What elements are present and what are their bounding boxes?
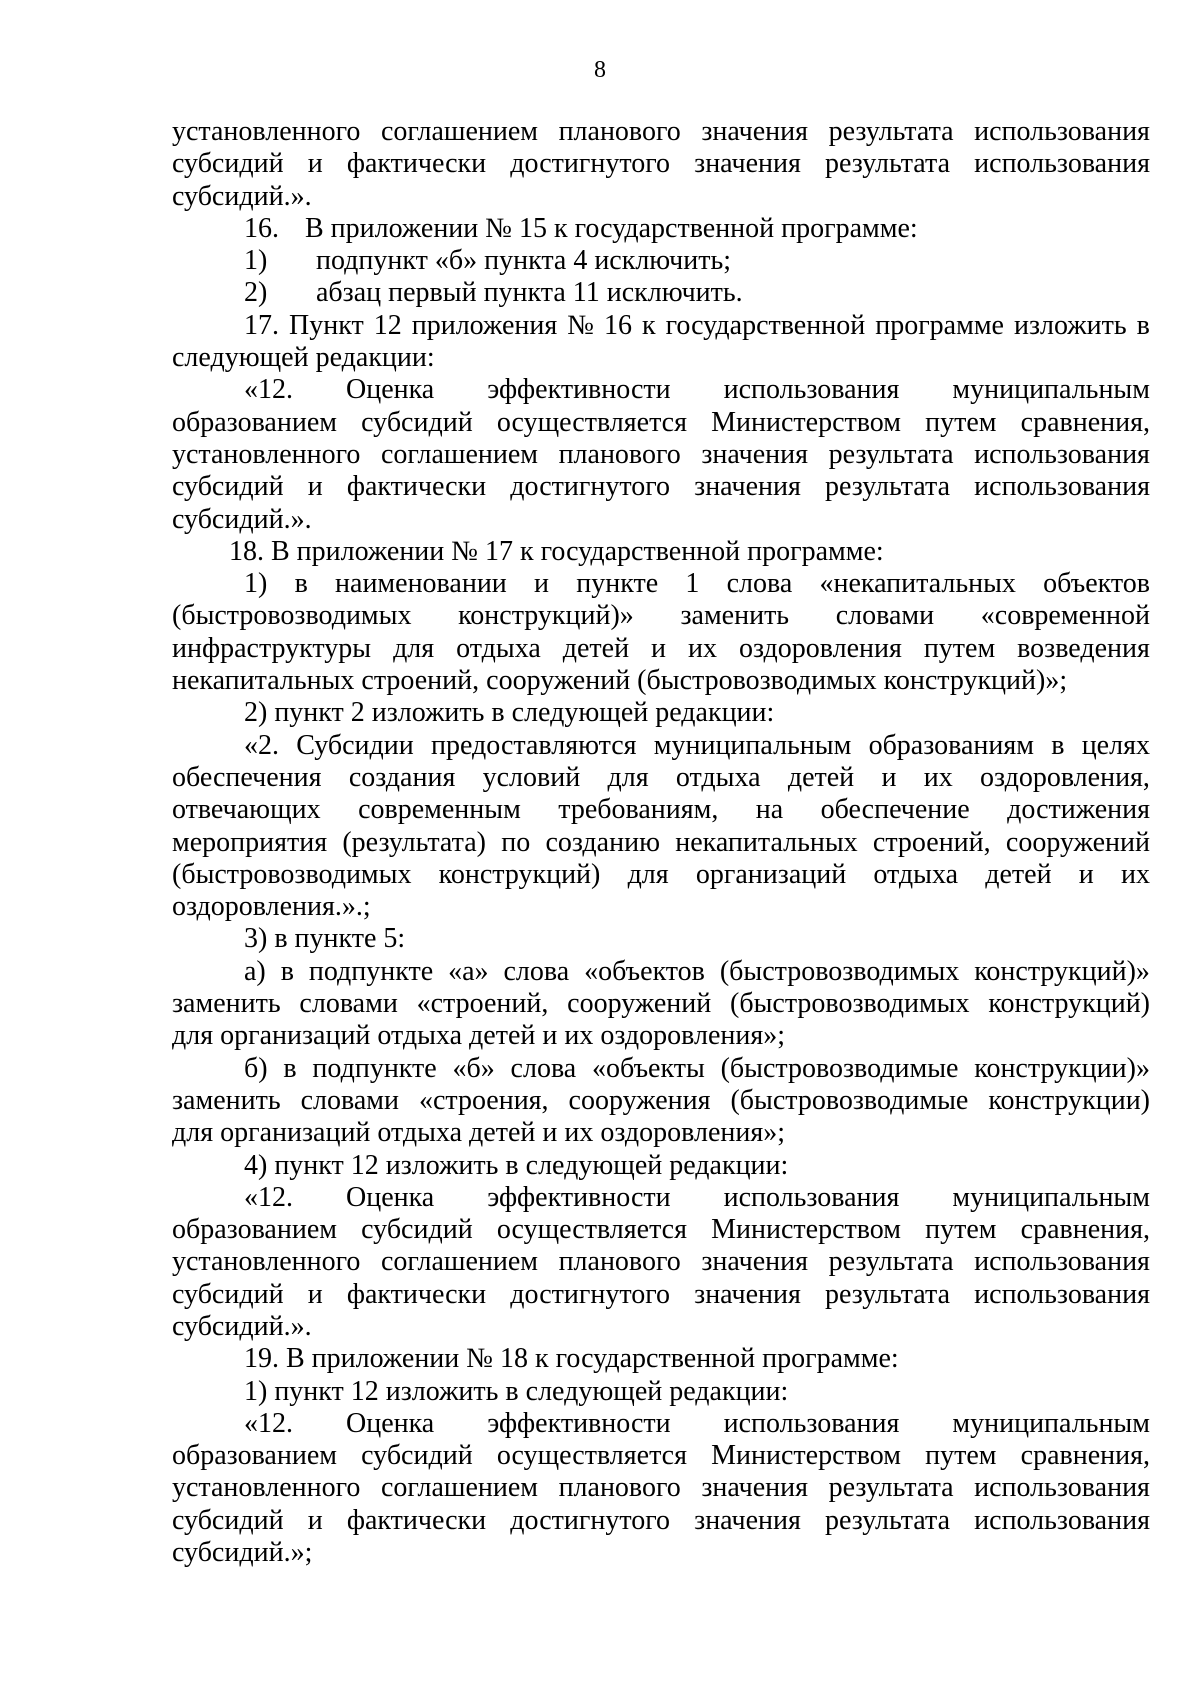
word: созданию (545, 826, 660, 858)
line-text: оздоровления.».; (172, 891, 371, 923)
word: использования (974, 116, 1150, 147)
word: достигнутого (510, 1504, 670, 1536)
word: конструкции) (988, 1084, 1150, 1116)
text-line (172, 923, 1150, 955)
word: в (294, 568, 308, 600)
line-text (244, 1408, 1150, 1440)
word: Оценка (345, 1407, 435, 1439)
text-line (172, 1440, 1150, 1472)
line-text (172, 1440, 1150, 1472)
word: использования (974, 438, 1150, 470)
word: «некапитальных (819, 568, 1016, 600)
line-text: субсидий.». (172, 503, 312, 535)
word: словами (835, 600, 935, 632)
word: 1 (685, 568, 700, 600)
word: «12. (244, 1407, 293, 1439)
line-text (172, 988, 1150, 1020)
text-line (172, 181, 1150, 213)
word: сравнения, (1020, 1440, 1150, 1472)
word: отдыха (873, 858, 959, 890)
word: для (627, 858, 669, 890)
word: осуществляется (496, 1214, 687, 1246)
word: оздоровления, (980, 761, 1150, 793)
text-line (172, 568, 1150, 600)
line-text: 3) в пункте 5: (244, 923, 406, 955)
word: инфраструктуры (172, 632, 372, 664)
word: результата (825, 1504, 950, 1536)
word: образованиям (868, 729, 1034, 761)
word: результата (828, 116, 954, 147)
line-text: для организаций отдыха детей и их оздоровления»; (172, 1117, 786, 1149)
word: «объектов (584, 955, 705, 987)
word: конструкций)» (458, 600, 634, 632)
word: соглашением (381, 116, 538, 147)
line-text: 19. В приложении № 18 к государственной программе: (244, 1343, 899, 1375)
word: эффективности (487, 1407, 671, 1439)
line-text (172, 439, 1150, 471)
word: организаций (695, 858, 847, 890)
word: 17. (244, 309, 279, 341)
word: слова (726, 568, 793, 600)
word: «объекты (592, 1052, 705, 1084)
word: конструкций) (988, 988, 1150, 1020)
word: результата (825, 471, 950, 503)
word: муниципальным (952, 1407, 1150, 1439)
text-line (172, 342, 1150, 374)
text-line (172, 1343, 1150, 1375)
line-text: 4) пункт 12 изложить в следующей редакции: (244, 1149, 789, 1181)
word: (быстровозводимых (719, 955, 960, 987)
word: фактически (346, 148, 487, 180)
word: Оценка (345, 1181, 435, 1213)
word: планового (558, 1246, 681, 1278)
word: № (567, 309, 594, 341)
line-text: 2) пункт 2 изложить в следующей редакции: (244, 697, 775, 729)
word: результата (825, 148, 950, 180)
word: предоставляются (430, 729, 637, 761)
word: в (280, 955, 294, 987)
word: значения (701, 1472, 809, 1504)
word: слова (503, 955, 570, 987)
word: планового (558, 116, 681, 147)
word: значения (694, 1504, 801, 1536)
text-line (172, 1505, 1150, 1537)
word: и (307, 1278, 323, 1310)
line-text: В приложении № 15 к государственной программе: (305, 212, 918, 244)
word: Министерством (711, 1440, 901, 1472)
text-line (172, 794, 1150, 826)
word: осуществляется (496, 406, 687, 438)
text-line (172, 1279, 1150, 1311)
word: результата (825, 1278, 950, 1310)
word: планового (558, 438, 681, 470)
line-text: субсидий.»; (172, 1537, 313, 1569)
word: по (501, 826, 531, 858)
text-line (172, 245, 1150, 277)
word: отдыха (456, 632, 541, 664)
line-text (172, 148, 1150, 180)
word: достижения (1007, 794, 1150, 826)
word: целях (1081, 729, 1150, 761)
word: образованием (172, 1440, 337, 1472)
word: заменить (172, 988, 281, 1020)
text-line (172, 374, 1150, 406)
item-number: 2) (244, 277, 268, 309)
word: муниципальным (653, 729, 852, 761)
word: соглашением (381, 1472, 538, 1504)
word: отвечающих (172, 794, 321, 826)
line-text: следующей редакции: (172, 342, 435, 374)
word: использования (974, 1278, 1150, 1310)
word: (результата) (342, 826, 486, 858)
text-line (172, 827, 1150, 859)
word: соглашением (381, 1246, 538, 1278)
line-text (172, 600, 1150, 632)
line-text (244, 310, 1150, 342)
text-line (172, 600, 1150, 632)
word: значения (694, 1278, 801, 1310)
word: фактически (346, 471, 487, 503)
line-text: субсидий.». (172, 180, 312, 212)
word: (быстровозводимые (730, 1084, 969, 1116)
word: и (651, 632, 667, 664)
word: а) (244, 955, 266, 987)
word: установленного (172, 116, 361, 147)
word: мероприятия (172, 826, 328, 858)
word: на (755, 794, 784, 826)
line-text (172, 633, 1150, 665)
word: создания (348, 761, 456, 793)
text-line (172, 697, 1150, 729)
text-line (172, 891, 1150, 923)
text-line (172, 116, 1150, 148)
word: изложить (1013, 309, 1127, 341)
text-line (172, 1246, 1150, 1278)
word: субсидий (172, 471, 284, 503)
word: некапитальных (675, 826, 858, 858)
word: использования (974, 1246, 1150, 1278)
word: фактически (346, 1504, 487, 1536)
word: сравнения, (1020, 1214, 1150, 1246)
word: субсидий (361, 1440, 473, 1472)
line-text (172, 407, 1150, 439)
word: подпункте (312, 1052, 437, 1084)
line-text (172, 471, 1150, 503)
line-text (172, 762, 1150, 794)
word: в (1051, 729, 1065, 761)
word: к (642, 309, 656, 341)
word: подпункте (308, 955, 434, 987)
word: путем (925, 406, 997, 438)
word: субсидий (172, 1504, 284, 1536)
word: результата (828, 1472, 954, 1504)
word: и (1078, 858, 1094, 890)
line-text: 18. В приложении № 17 к государственной программе: (229, 535, 884, 567)
line-text (172, 116, 1150, 148)
word: для (393, 632, 435, 664)
word: обеспечение (820, 794, 970, 826)
word: эффективности (487, 374, 671, 406)
word: использования (723, 1181, 900, 1213)
word: путем (925, 1214, 997, 1246)
line-text (244, 730, 1150, 762)
word: достигнутого (510, 1278, 670, 1310)
word: конструкции)» (974, 1052, 1150, 1084)
word: использования (974, 1504, 1150, 1536)
word: строений, (872, 826, 991, 858)
word: их (687, 632, 717, 664)
word: фактически (346, 1278, 487, 1310)
word: субсидий (172, 148, 284, 180)
word: и (534, 568, 550, 600)
word: конструкций)» (974, 955, 1150, 987)
word: соглашением (381, 438, 538, 470)
word: Министерством (711, 406, 901, 438)
line-text (172, 794, 1150, 826)
word: детей (985, 858, 1052, 890)
text-line (172, 1182, 1150, 1214)
word: и (307, 148, 323, 180)
word: «а» (448, 955, 489, 987)
line-text (244, 1053, 1150, 1085)
word: в (283, 1052, 297, 1084)
text-line (172, 1408, 1150, 1440)
word: словами (299, 988, 398, 1020)
word: детей (787, 761, 855, 793)
text-line (172, 956, 1150, 988)
text-line (172, 859, 1150, 891)
word: «12. (244, 374, 293, 406)
word: сооружений (1005, 826, 1150, 858)
word: образованием (172, 1214, 337, 1246)
word: 1) (244, 568, 268, 600)
word: «2. (244, 729, 279, 761)
line-text (244, 374, 1150, 406)
word: требованиям, (558, 794, 719, 826)
line-text (244, 956, 1150, 988)
word: и (307, 1504, 323, 1536)
word: «б» (452, 1052, 495, 1084)
line-text: некапитальных строений, сооружений (быстровозводимых конструкций)»; (172, 665, 1068, 697)
text-line (172, 988, 1150, 1020)
word: и (881, 761, 897, 793)
word: использования (974, 1472, 1150, 1504)
word: эффективности (487, 1181, 671, 1213)
word: путем (923, 632, 996, 664)
line-text (244, 568, 1150, 600)
page-number: 8 (594, 57, 606, 83)
word: современным (358, 794, 521, 826)
text-line (172, 148, 1150, 180)
word: сравнения, (1020, 406, 1150, 438)
word: значения (701, 116, 809, 147)
text-line (172, 213, 1150, 245)
word: установленного (172, 1246, 361, 1278)
word: результата (828, 438, 954, 470)
text-line (172, 1150, 1150, 1182)
text-line (172, 407, 1150, 439)
word: программе (875, 309, 1004, 341)
word: значения (694, 148, 801, 180)
line-text (172, 827, 1150, 859)
word: «12. (244, 1181, 293, 1213)
text-line (172, 471, 1150, 503)
word: 12 (373, 309, 402, 341)
word: Субсидии (296, 729, 414, 761)
word: оздоровления (738, 632, 902, 664)
word: использования (974, 148, 1150, 180)
line-text (172, 1472, 1150, 1504)
text-line (172, 504, 1150, 536)
word: Оценка (345, 374, 435, 406)
word: слова (510, 1052, 577, 1084)
text-line (172, 1053, 1150, 1085)
word: путем (925, 1440, 997, 1472)
word: «строений, (416, 988, 549, 1020)
word: муниципальным (952, 1181, 1150, 1213)
word: достигнутого (510, 148, 670, 180)
line-text (172, 1214, 1150, 1246)
word: словами (300, 1084, 399, 1116)
line-text: абзац первый пункта 11 исключить. (316, 277, 743, 309)
word: детей (562, 632, 630, 664)
text-line (172, 1085, 1150, 1117)
text-line (172, 439, 1150, 471)
line-text (172, 1505, 1150, 1537)
word: достигнутого (510, 471, 670, 503)
word: возведения (1017, 632, 1150, 664)
word: субсидий (361, 1214, 473, 1246)
text-line (172, 310, 1150, 342)
word: муниципальным (952, 374, 1150, 406)
word: установленного (172, 438, 361, 470)
word: использования (723, 1407, 900, 1439)
line-text (172, 859, 1150, 891)
line-text (172, 1246, 1150, 1278)
text-line (172, 665, 1150, 697)
word: отдыха (675, 761, 761, 793)
word: 16 (603, 309, 632, 341)
word: (быстровозводимых (730, 988, 970, 1020)
word: осуществляется (496, 1440, 687, 1472)
word: планового (558, 1472, 681, 1504)
word: «строения, (418, 1084, 549, 1116)
word: для (607, 761, 649, 793)
line-text (172, 1085, 1150, 1117)
word: Министерством (711, 1214, 901, 1246)
word: наименовании (335, 568, 507, 600)
word: условий (482, 761, 581, 793)
document-body (172, 116, 1150, 1569)
word: (быстровозводимых (172, 858, 412, 890)
word: результата (828, 1246, 954, 1278)
word: Пункт (289, 309, 364, 341)
word: пункте (576, 568, 659, 600)
word: «современной (980, 600, 1150, 632)
text-line (172, 1020, 1150, 1052)
word: значения (701, 438, 809, 470)
word: конструкций) (438, 858, 601, 890)
text-line (172, 633, 1150, 665)
line-text (172, 1279, 1150, 1311)
word: приложения (411, 309, 558, 341)
word: использования (974, 471, 1150, 503)
line-text: 1) пункт 12 изложить в следующей редакции: (244, 1375, 789, 1407)
text-line (172, 730, 1150, 762)
line-text (244, 1182, 1150, 1214)
word: сооружения (568, 1084, 711, 1116)
text-line (172, 1214, 1150, 1246)
word: установленного (172, 1472, 361, 1504)
word: сооружений (567, 988, 712, 1020)
item-number: 1) (244, 245, 268, 277)
word: объектов (1043, 568, 1150, 600)
text-line (172, 1117, 1150, 1149)
word: значения (701, 1246, 809, 1278)
line-text: субсидий.». (172, 1310, 312, 1342)
word: их (923, 761, 953, 793)
word: и (307, 471, 323, 503)
word: их (1120, 858, 1150, 890)
word: б) (244, 1052, 268, 1084)
word: субсидий (361, 406, 473, 438)
text-line (172, 536, 1150, 568)
text-line (172, 1376, 1150, 1408)
word: (быстровозводимые (720, 1052, 959, 1084)
word: в (1136, 309, 1150, 341)
word: использования (723, 374, 900, 406)
word: значения (694, 471, 801, 503)
text-line (172, 1311, 1150, 1343)
line-text: подпункт «б» пункта 4 исключить; (316, 245, 732, 277)
word: субсидий (172, 1278, 284, 1310)
word: образованием (172, 406, 337, 438)
text-line (172, 1537, 1150, 1569)
text-line (172, 762, 1150, 794)
word: (быстровозводимых (172, 600, 412, 632)
word: заменить (172, 1084, 281, 1116)
item-number: 16. (244, 212, 279, 244)
word: обеспечения (172, 761, 322, 793)
word: заменить (680, 600, 790, 632)
line-text: для организаций отдыха детей и их оздоровления»; (172, 1020, 786, 1052)
text-line (172, 1472, 1150, 1504)
word: государственной (665, 309, 866, 341)
text-line (172, 277, 1150, 309)
